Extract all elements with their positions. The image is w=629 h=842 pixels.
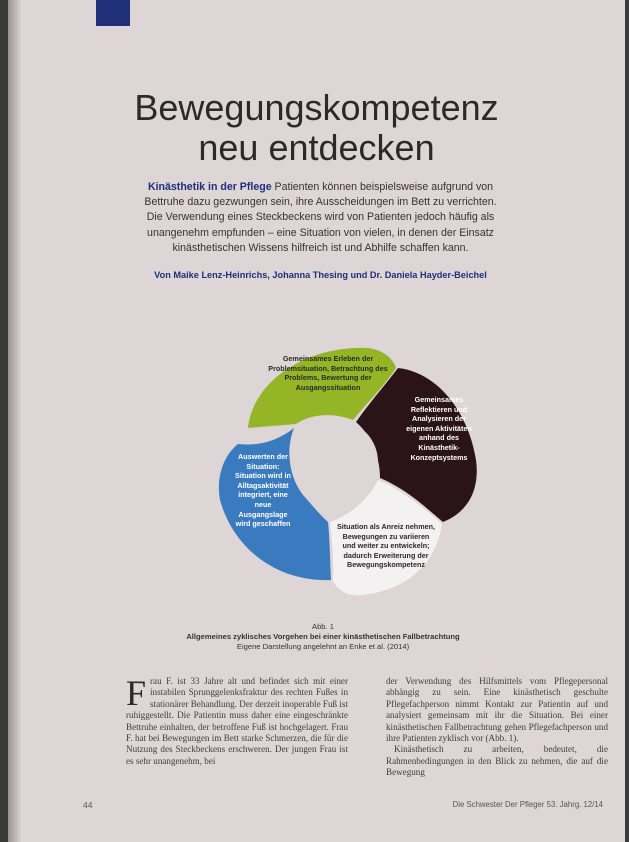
- figure-label: Abb. 1: [312, 622, 334, 631]
- lead-keyword-pflege: Pflege: [239, 181, 272, 193]
- segment-text-white: Situation als Anreiz nehmen, Bewegungen zu variieren und weiter zu entwickeln; dadurch Erweiterung der Bewegungskompetenz: [337, 522, 435, 570]
- drop-cap: F: [126, 673, 147, 713]
- article-authors: Von Maike Lenz-Heinrichs, Johanna Thesing und Dr. Daniela Hayder-Beichel: [154, 270, 487, 280]
- cycle-diagram: [158, 310, 488, 620]
- magazine-page: [8, 0, 625, 842]
- article-lead: [138, 180, 503, 256]
- segment-text-green: Gemeinsames Erleben der Problemsituation, Betrachtung des Problems, Bewertung der Ausgangssituation: [268, 354, 388, 392]
- segment-text-dark: Gemeinsames Reflektieren und Analysieren der eigenen Aktivitäten anhand des Kinästhetik-Konzeptsystems: [406, 395, 472, 462]
- body-column-1: [126, 673, 348, 767]
- body-column-2-text: der Verwendung des Hilfsmittels vom Pflegepersonal abhängig zu sein. Eine kinästhetisch geschulte Pflegefachperson nimmt Kontakt zur Patientin auf und analysiert gemeinsam mit ihr die Situation. Bei einer kinästhetischen Fallbetrachtung gehen Pflegefachperson und ihre Patienten zyklisch vor (Abb. 1).: [386, 676, 608, 744]
- figure-source: Eigene Darstellung angelehnt an Enke et al. (2014): [236, 642, 410, 651]
- lead-keyword-connector: in der: [205, 181, 240, 193]
- section-color-tab: [96, 0, 130, 26]
- segment-text-blue: Auswerten der Situation: Situation wird in Alltagsaktivität integriert, eine neue Ausgangslage wird geschaffen: [235, 452, 291, 529]
- article-title-line1: Bewegungskompetenz: [134, 87, 499, 128]
- page-number: 44: [83, 800, 93, 810]
- lead-text: Patienten können beispielsweise aufgrund von Bettruhe dazu gezwungen sein, ihre Ausscheidungen im Bett zu verrichten. Die Verwendung eines Steckbeckens wird von Patienten jedoch häufig als unangenehm empfunden – eine Situation von vielen, in denen der Einsatz kinästhetischen Wissens hilfreich ist und Abhilfe schaffen kann.: [144, 181, 497, 254]
- body-column-2: [386, 676, 608, 779]
- article-title-line2: neu entdecken: [198, 127, 435, 168]
- journal-footer: Die Schwester Der Pfleger 53. Jahrg. 12/14: [452, 800, 603, 809]
- figure-title: Allgemeines zyklisches Vorgehen bei einer kinästhetischen Fallbetrachtung: [186, 632, 460, 641]
- body-column-1-text: rau F. ist 33 Jahre alt und befindet sich mit einer instabilen Sprunggelenksfraktur des rechten Fußes in stationärer Behandlung. Der derzeit inoperable Fuß ist ruhiggestellt. Die Patientin muss daher eine eingeschränkte Bettruhe einhalten, der betroffene Fuß ist hochgelagert. Frau F. hat bei Bewegungen im Bett starke Schmerzen, die für die Nutzung des Steckbeckens erschweren. Der jungen Frau ist es sehr unangenehm, bei: [126, 676, 348, 766]
- lead-keyword-kinaesthetik: Kinästhetik: [147, 181, 206, 193]
- body-column-2-paragraph-2: Kinästhetisch zu arbeiten, bedeutet, die Rahmenbedingungen in den Blick zu nehmen, die auf die Bewegung: [386, 744, 608, 778]
- segment-center-circle: [294, 420, 378, 504]
